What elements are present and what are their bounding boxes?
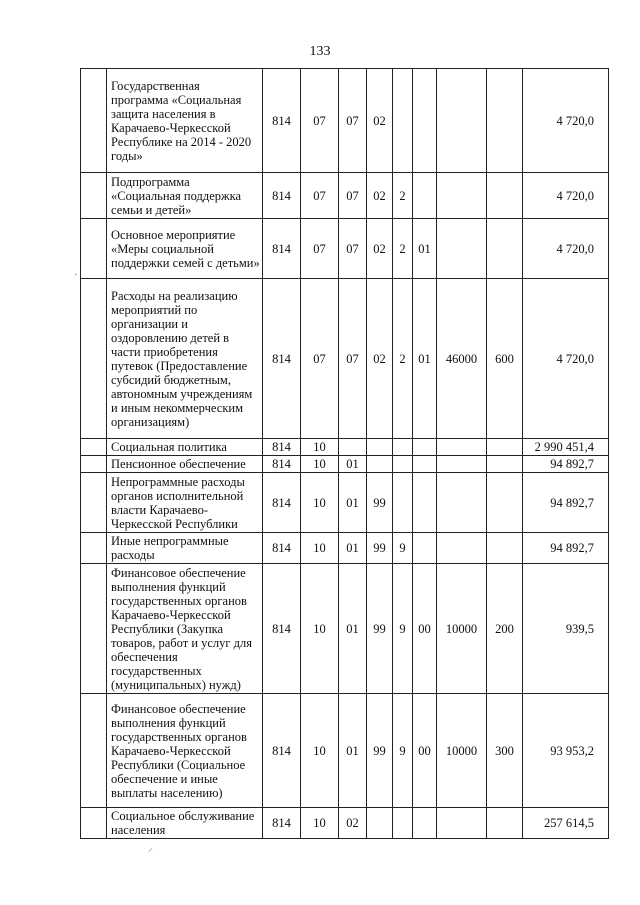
cell-program: 99 xyxy=(367,473,393,533)
cell-section: 07 xyxy=(301,173,339,219)
cell-main-event: 01 xyxy=(413,279,437,439)
row-number-cell xyxy=(81,219,107,279)
cell-amount: 2 990 451,4 xyxy=(523,439,609,456)
page-number: 133 xyxy=(309,44,331,59)
cell-direction xyxy=(437,808,487,839)
cell-program: 99 xyxy=(367,533,393,564)
cell-name: Иные непрограммные расходы xyxy=(107,533,263,564)
row-number-cell xyxy=(81,808,107,839)
cell-section: 10 xyxy=(301,456,339,473)
cell-expense-type xyxy=(487,456,523,473)
cell-name: Государственная программа «Социальная защита населения в Карачаево-Черкесской Республике на 2014 - 2020 годы» xyxy=(107,69,263,173)
table-row xyxy=(81,173,609,219)
cell-ministry: 814 xyxy=(263,439,301,456)
cell-name: Социальное обслуживание населения xyxy=(107,808,263,839)
cell-section: 07 xyxy=(301,279,339,439)
cell-subsection: 07 xyxy=(339,279,367,439)
row-number-cell xyxy=(81,173,107,219)
cell-expense-type: 200 xyxy=(487,564,523,694)
cell-ministry: 814 xyxy=(263,69,301,173)
cell-section: 10 xyxy=(301,564,339,694)
cell-program: 02 xyxy=(367,279,393,439)
cell-main-event xyxy=(413,69,437,173)
cell-name: Подпрограмма «Социальная поддержка семьи и детей» xyxy=(107,173,263,219)
budget-table xyxy=(80,68,609,839)
cell-section: 07 xyxy=(301,219,339,279)
cell-amount: 4 720,0 xyxy=(523,173,609,219)
cell-amount: 94 892,7 xyxy=(523,473,609,533)
table-row xyxy=(81,533,609,564)
cell-program: 99 xyxy=(367,564,393,694)
cell-expense-type xyxy=(487,219,523,279)
cell-subprogram: 9 xyxy=(393,694,413,808)
table-row xyxy=(81,279,609,439)
cell-expense-type: 300 xyxy=(487,694,523,808)
cell-subsection: 01 xyxy=(339,473,367,533)
cell-subprogram: 9 xyxy=(393,533,413,564)
row-number-cell xyxy=(81,533,107,564)
table-row xyxy=(81,564,609,694)
cell-subsection: 01 xyxy=(339,564,367,694)
cell-amount: 4 720,0 xyxy=(523,219,609,279)
cell-subsection xyxy=(339,439,367,456)
cell-subprogram: 2 xyxy=(393,219,413,279)
cell-expense-type xyxy=(487,439,523,456)
cell-name: Социальная политика xyxy=(107,439,263,456)
table-row xyxy=(81,456,609,473)
table-row xyxy=(81,439,609,456)
cell-subsection: 07 xyxy=(339,219,367,279)
cell-subsection: 07 xyxy=(339,173,367,219)
row-number-cell xyxy=(81,69,107,173)
row-number-cell xyxy=(81,439,107,456)
cell-expense-type xyxy=(487,473,523,533)
cell-subsection: 07 xyxy=(339,69,367,173)
cell-name: Основное мероприятие «Меры социальной поддержки семей с детьми» xyxy=(107,219,263,279)
cell-expense-type xyxy=(487,173,523,219)
cell-expense-type: 600 xyxy=(487,279,523,439)
row-number-cell xyxy=(81,694,107,808)
table-row xyxy=(81,808,609,839)
cell-subprogram xyxy=(393,456,413,473)
cell-subprogram: 2 xyxy=(393,279,413,439)
row-number-cell xyxy=(81,473,107,533)
cell-program: 02 xyxy=(367,69,393,173)
cell-section: 10 xyxy=(301,808,339,839)
cell-direction: 46000 xyxy=(437,279,487,439)
cell-program: 02 xyxy=(367,173,393,219)
table-row xyxy=(81,694,609,808)
cell-main-event xyxy=(413,439,437,456)
cell-subprogram xyxy=(393,473,413,533)
cell-amount: 4 720,0 xyxy=(523,279,609,439)
cell-ministry: 814 xyxy=(263,219,301,279)
cell-amount: 94 892,7 xyxy=(523,456,609,473)
cell-program xyxy=(367,456,393,473)
cell-name: Непрограммные расходы органов исполнительной власти Карачаево-Черкесской Республики xyxy=(107,473,263,533)
cell-section: 10 xyxy=(301,533,339,564)
cell-section: 10 xyxy=(301,694,339,808)
table-row xyxy=(81,69,609,173)
cell-ministry: 814 xyxy=(263,173,301,219)
cell-direction xyxy=(437,173,487,219)
cell-subprogram xyxy=(393,439,413,456)
cell-expense-type xyxy=(487,69,523,173)
cell-main-event xyxy=(413,808,437,839)
cell-direction xyxy=(437,439,487,456)
cell-direction: 10000 xyxy=(437,564,487,694)
table-row xyxy=(81,219,609,279)
cell-ministry: 814 xyxy=(263,279,301,439)
cell-subsection: 01 xyxy=(339,694,367,808)
cell-ministry: 814 xyxy=(263,533,301,564)
cell-subprogram xyxy=(393,69,413,173)
cell-main-event xyxy=(413,456,437,473)
cell-name: Расходы на реализацию мероприятий по организации и оздоровлению детей в части приобретения путевок (Предоставление субсидий бюджетным, автономным учреждениям и иным некоммерческим организациям) xyxy=(107,279,263,439)
cell-main-event xyxy=(413,473,437,533)
cell-section: 07 xyxy=(301,69,339,173)
cell-subsection: 01 xyxy=(339,456,367,473)
cell-main-event xyxy=(413,173,437,219)
cell-program xyxy=(367,439,393,456)
cell-program xyxy=(367,808,393,839)
cell-main-event xyxy=(413,533,437,564)
cell-section: 10 xyxy=(301,439,339,456)
row-number-cell xyxy=(81,456,107,473)
cell-amount: 4 720,0 xyxy=(523,69,609,173)
cell-program: 99 xyxy=(367,694,393,808)
scan-mark: · xyxy=(74,270,78,281)
cell-name: Пенсионное обеспечение xyxy=(107,456,263,473)
cell-subprogram xyxy=(393,808,413,839)
cell-name: Финансовое обеспечение выполнения функций государственных органов Карачаево-Черкесской Республики (Закупка товаров, работ и услуг для обеспечения государственных (муниципальных) нужд) xyxy=(107,564,263,694)
cell-amount: 94 892,7 xyxy=(523,533,609,564)
table-row xyxy=(81,473,609,533)
cell-direction xyxy=(437,456,487,473)
row-number-cell xyxy=(81,564,107,694)
cell-main-event: 01 xyxy=(413,219,437,279)
cell-amount: 939,5 xyxy=(523,564,609,694)
cell-subprogram: 9 xyxy=(393,564,413,694)
cell-amount: 93 953,2 xyxy=(523,694,609,808)
cell-amount: 257 614,5 xyxy=(523,808,609,839)
cell-direction xyxy=(437,69,487,173)
cell-subsection: 01 xyxy=(339,533,367,564)
cell-expense-type xyxy=(487,808,523,839)
row-number-cell xyxy=(81,279,107,439)
cell-subprogram: 2 xyxy=(393,173,413,219)
cell-direction xyxy=(437,219,487,279)
cell-ministry: 814 xyxy=(263,456,301,473)
cell-main-event: 00 xyxy=(413,694,437,808)
cell-direction: 10000 xyxy=(437,694,487,808)
cell-program: 02 xyxy=(367,219,393,279)
cell-subsection: 02 xyxy=(339,808,367,839)
cell-ministry: 814 xyxy=(263,564,301,694)
cell-main-event: 00 xyxy=(413,564,437,694)
cell-expense-type xyxy=(487,533,523,564)
cell-name: Финансовое обеспечение выполнения функций государственных органов Карачаево-Черкесской Республики (Социальное обеспечение и иные выплаты населению) xyxy=(107,694,263,808)
cell-ministry: 814 xyxy=(263,694,301,808)
cell-direction xyxy=(437,473,487,533)
cell-ministry: 814 xyxy=(263,473,301,533)
cell-section: 10 xyxy=(301,473,339,533)
scan-mark: ⸝ xyxy=(148,843,153,854)
cell-ministry: 814 xyxy=(263,808,301,839)
cell-direction xyxy=(437,533,487,564)
